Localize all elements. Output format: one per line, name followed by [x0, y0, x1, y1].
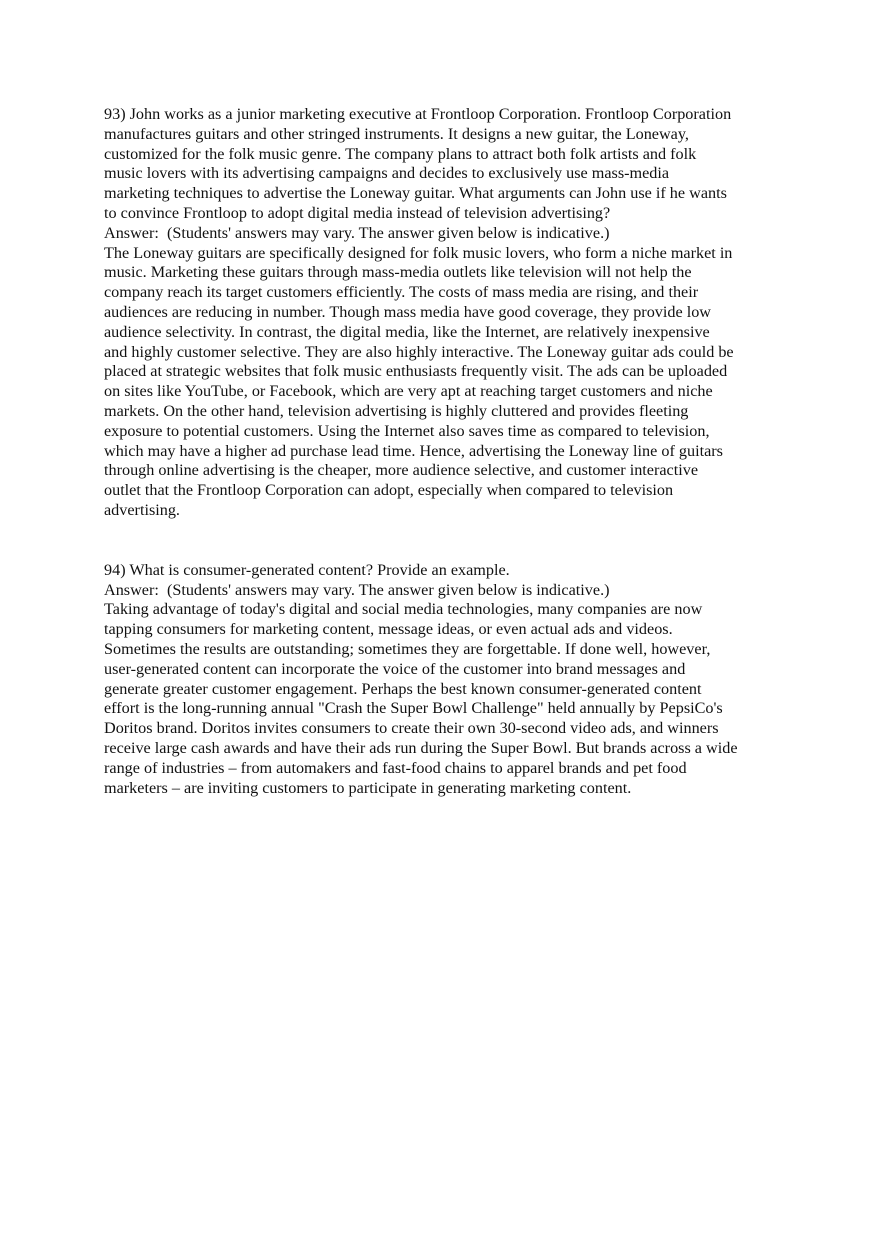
answer-line: The Loneway guitars are specifically designed for folk music lovers, who form a niche market in: [104, 243, 733, 262]
question-line: marketing techniques to advertise the Loneway guitar. What arguments can John use if he wants: [104, 184, 727, 203]
answer-line: effort is the long-running annual "Crash the Super Bowl Challenge" held annually by PepsiCo's: [104, 699, 723, 718]
answer-line: on sites like YouTube, or Facebook, which are very apt at reaching target customers and niche: [104, 382, 713, 401]
answer-line: music. Marketing these guitars through mass-media outlets like television will not help the: [104, 263, 692, 282]
question-93-block: [104, 105, 786, 521]
question-line: 94) What is consumer-generated content? Provide an example.: [104, 560, 510, 579]
question-93-text: [104, 105, 786, 224]
answer-line: markets. On the other hand, television advertising is highly cluttered and provides fleeting: [104, 401, 689, 420]
answer-line: Doritos brand. Doritos invites consumers to create their own 30-second video ads, and winners: [104, 719, 719, 738]
question-line: customized for the folk music genre. The company plans to attract both folk artists and folk: [104, 144, 697, 163]
answer-line: tapping consumers for marketing content, message ideas, or even actual ads and videos.: [104, 620, 673, 639]
answer-line: audiences are reducing in number. Though mass media have good coverage, they provide low: [104, 302, 711, 321]
answer-93-label: Answer: (Students' answers may vary. The answer given below is indicative.): [104, 223, 610, 242]
answer-line: generate greater customer engagement. Perhaps the best known consumer-generated content: [104, 679, 702, 698]
answer-94-label: Answer: (Students' answers may vary. The answer given below is indicative.): [104, 580, 610, 599]
answer-line: exposure to potential customers. Using the Internet also saves time as compared to television,: [104, 421, 710, 440]
question-line: 93) John works as a junior marketing executive at Frontloop Corporation. Frontloop Corporation: [104, 105, 732, 123]
page-content: [104, 105, 786, 798]
answer-line: placed at strategic websites that folk music enthusiasts frequently visit. The ads can be uploaded: [104, 362, 728, 381]
answer-line: advertising.: [104, 500, 180, 519]
answer-line: marketers – are inviting customers to participate in generating marketing content.: [104, 778, 632, 797]
answer-line: receive large cash awards and have their ads run during the Super Bowl. But brands across a wide: [104, 738, 738, 757]
answer-line: range of industries – from automakers and fast-food chains to apparel brands and pet food: [104, 758, 687, 777]
question-94-text: [104, 561, 786, 581]
answer-line: Sometimes the results are outstanding; sometimes they are forgettable. If done well, however,: [104, 639, 711, 658]
answer-line: and highly customer selective. They are also highly interactive. The Loneway guitar ads could be: [104, 342, 734, 361]
answer-line: company reach its target customers efficiently. The costs of mass media are rising, and their: [104, 283, 699, 302]
question-line: manufactures guitars and other stringed instruments. It designs a new guitar, the Loneway,: [104, 124, 689, 143]
answer-93-text: [104, 244, 786, 521]
answer-line: Taking advantage of today's digital and social media technologies, many companies are now: [104, 600, 703, 619]
answer-line: audience selectivity. In contrast, the digital media, like the Internet, are relatively inexpensive: [104, 322, 710, 341]
question-94-block: [104, 561, 786, 799]
answer-line: outlet that the Frontloop Corporation can adopt, especially when compared to television: [104, 481, 674, 500]
answer-line: user-generated content can incorporate the voice of the customer into brand messages and: [104, 659, 686, 678]
question-line: to convince Frontloop to adopt digital media instead of television advertising?: [104, 203, 611, 222]
answer-line: which may have a higher ad purchase lead time. Hence, advertising the Loneway line of guitars: [104, 441, 723, 460]
answer-line: through online advertising is the cheaper, more audience selective, and customer interactive: [104, 461, 699, 480]
answer-94-text: [104, 600, 786, 798]
question-line: music lovers with its advertising campaigns and decides to exclusively use mass-media: [104, 164, 670, 183]
